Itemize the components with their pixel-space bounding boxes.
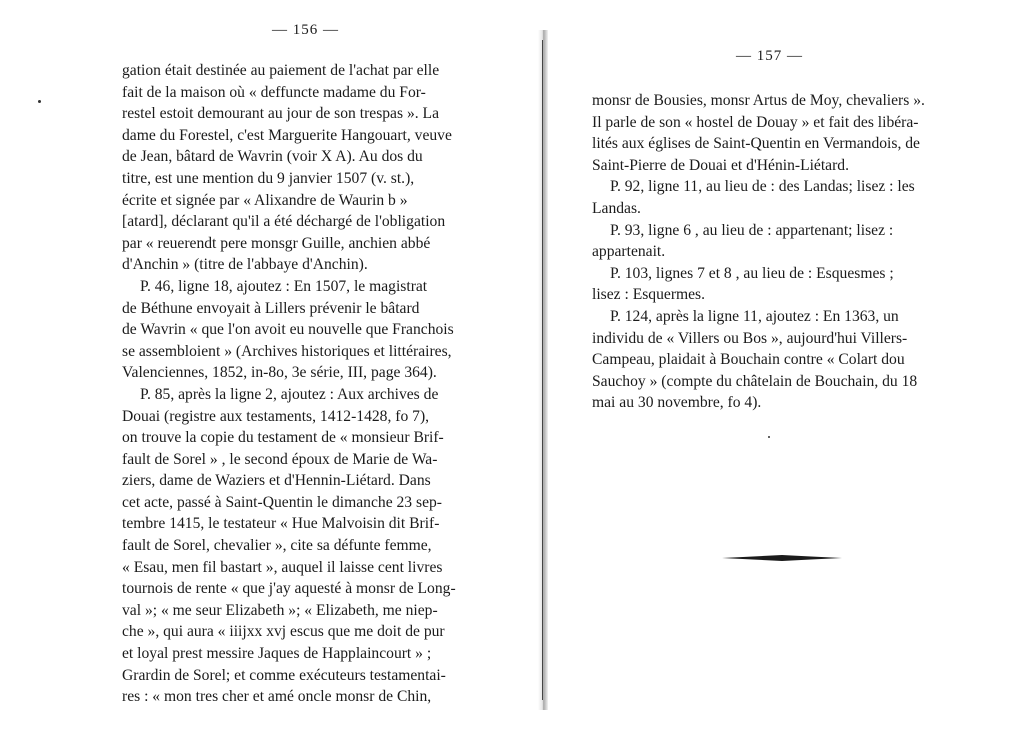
text-line: fault de Sorel » , le second époux de Marie de Wa- (122, 450, 438, 468)
text-line: val »; « me seur Elizabeth »; « Elizabeth, me niep- (122, 601, 438, 619)
text-line: Douai (registre aux testaments, 1412-1428, fo 7), (122, 407, 430, 425)
right-page-text (592, 90, 978, 414)
text-line: P. 46, ligne 18, ajoutez : En 1507, le magistrat (140, 277, 428, 295)
left-page-text (122, 60, 490, 708)
text-line: Il parle de son « hostel de Douay » et fait des libéra- (592, 113, 919, 131)
text-line: écrite et signée par « Alixandre de Waurin b » (122, 191, 408, 209)
text-line: fait de la maison où « deffuncte madame du For- (122, 83, 426, 101)
text-line: P. 124, après la ligne 11, ajoutez : En 1363, un (610, 307, 899, 325)
page-number-left: — 156 — (272, 22, 339, 38)
text-line: che », qui aura « iiijxx xvj escus que me doit de pur (122, 623, 445, 641)
text-line: Campeau, plaidait à Bouchain contre « Colart dou (592, 351, 905, 369)
text-line: on trouve la copie du testament de « monsieur Brif- (122, 429, 444, 447)
text-line: titre, est une mention du 9 janvier 1507 (v. st.), (122, 169, 415, 187)
text-line: par « reuerendt pere monsgr Guille, anchien abbé (122, 234, 431, 252)
text-line: individu de « Villers ou Bos », aujourd'hui Villers- (592, 329, 908, 347)
text-line: lités aux églises de Saint-Quentin en Vermandois, de (592, 135, 920, 153)
text-line: Valenciennes, 1852, in-8o, 3e série, III, page 364). (122, 364, 437, 382)
text-line: [atard], déclarant qu'il a été déchargé de l'obligation (122, 213, 446, 231)
ink-speck (38, 100, 41, 103)
text-line: tembre 1415, le testateur « Hue Malvoisin dit Brif- (122, 515, 440, 533)
text-line: cet acte, passé à Saint-Quentin le dimanche 23 sep- (122, 493, 442, 511)
gutter-fold-line (542, 40, 543, 700)
text-line: de Béthune envoyait à Lillers prévenir le bâtard (122, 299, 420, 317)
text-line: monsr de Bousies, monsr Artus de Moy, chevaliers ». (592, 92, 925, 109)
text-line: gation était destinée au paiement de l'achat par elle (122, 62, 440, 79)
text-line: mai au 30 novembre, fo 4). (592, 394, 762, 412)
text-line: de Jean, bâtard de Wavrin (voir X A). Au dos du (122, 148, 423, 166)
text-line: appartenait. (592, 243, 666, 261)
text-line: res : « mon tres cher et amé oncle monsr de Chin, (122, 688, 432, 706)
text-line: tournois de rente « que j'ay aquesté à monsr de Long- (122, 580, 456, 598)
text-line: « Esau, men fil bastart », auquel il laisse cent livres (122, 558, 443, 576)
text-line: ziers, dame de Waziers et d'Hennin-Liétard. Dans (122, 472, 431, 490)
text-line: Landas. (592, 199, 641, 217)
text-line: et loyal prest messire Jaques de Happlaincourt » ; (122, 645, 432, 663)
ink-speck (768, 436, 770, 438)
text-line: de Wavrin « que l'on avoit eu nouvelle que Franchois (122, 321, 454, 339)
book-gutter (538, 30, 548, 710)
text-line: lisez : Esquermes. (592, 286, 706, 304)
text-line: fault de Sorel, chevalier », cite sa défunte femme, (122, 537, 432, 555)
text-line: restel estoit demourant au jour de son trespas ». La (122, 105, 439, 123)
text-line: d'Anchin » (titre de l'abbaye d'Anchin). (122, 256, 368, 274)
text-line: P. 93, ligne 6 , au lieu de : appartenant; lisez : (610, 221, 894, 239)
text-line: P. 92, ligne 11, au lieu de : des Landas; lisez : les (610, 178, 915, 196)
page-number-right: — 157 — (736, 48, 803, 64)
text-line: se assembloient » (Archives historiques et littéraires, (122, 342, 452, 360)
text-line: Saint-Pierre de Douai et d'Hénin-Liétard. (592, 156, 849, 174)
end-ornament-rule (722, 553, 842, 563)
text-line: Grardin de Sorel; et comme exécuteurs testamentai- (122, 666, 446, 684)
text-line: Sauchoy » (compte du châtelain de Bouchain, du 18 (592, 372, 918, 390)
text-line: P. 103, lignes 7 et 8 , au lieu de : Esquesmes ; (610, 264, 894, 282)
text-line: P. 85, après la ligne 2, ajoutez : Aux archives de (140, 385, 439, 403)
text-line: dame du Forestel, c'est Marguerite Hangouart, veuve (122, 126, 452, 144)
